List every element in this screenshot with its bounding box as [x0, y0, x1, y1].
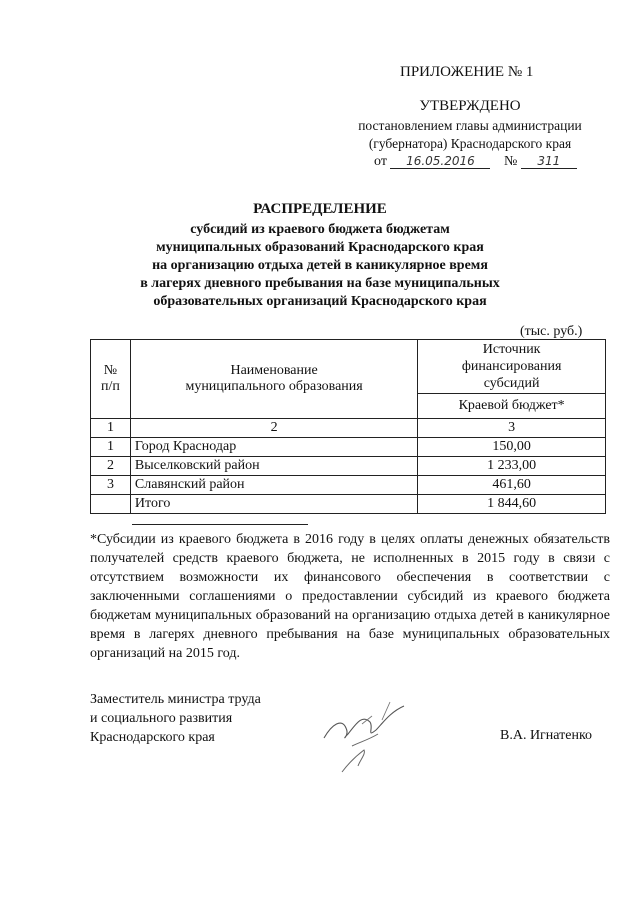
table-row — [91, 476, 606, 495]
row-amount: 1 233,00 — [418, 457, 606, 476]
index-col-1: 1 — [91, 419, 131, 438]
title-line-4: в лагерях дневного пребывания на базе муниципальных — [140, 276, 500, 291]
handwritten-signature — [312, 694, 416, 780]
signatory-line-2: и социального развития — [90, 711, 233, 726]
header-regional-budget: Краевой бюджет* — [418, 394, 606, 419]
table-total-row — [91, 495, 606, 514]
row-number: 2 — [91, 457, 131, 476]
row-municipality: Выселковский район — [130, 457, 417, 476]
title-line-3: на организацию отдыха детей в каникулярное время — [152, 258, 488, 273]
document-title: РАСПРЕДЕЛЕНИЕ — [253, 201, 387, 217]
resolution-date-line — [374, 154, 614, 170]
subsidy-table — [90, 339, 606, 514]
row-municipality: Город Краснодар — [130, 438, 417, 457]
row-amount: 461,60 — [418, 476, 606, 495]
header-number: № п/п — [91, 340, 131, 419]
total-label: Итого — [130, 495, 417, 514]
signatory-line-1: Заместитель министра труда — [90, 692, 261, 707]
row-municipality: Славянский район — [130, 476, 417, 495]
table-row — [91, 457, 606, 476]
unit-label: (тыс. руб.) — [520, 324, 583, 339]
total-amount: 1 844,60 — [418, 495, 606, 514]
header-source: Источник финансирования субсидий — [418, 340, 606, 394]
row-number: 3 — [91, 476, 131, 495]
row-amount: 150,00 — [418, 438, 606, 457]
index-col-2: 2 — [130, 419, 417, 438]
number-prefix: № — [503, 154, 518, 169]
signatory-name: В.А. Игнатенко — [500, 728, 593, 743]
resolution-line-1: постановлением главы администрации — [358, 118, 582, 133]
footnote-text: *Субсидии из краевого бюджета в 2016 году в целях оплаты денежных обязательств получателей средств краевого бюджета, не исполненных в 2015 году в связи с отсутствием возможности их финансового обеспечения в соответствии с заключенными соглашениями о предоставлении субсидий из краевого бюджета бюджетам муниципальных образований на организацию отдыха детей в каникулярное время в лагерях дневного пребывания на базе муниципальных образовательных организаций на 2015 год. — [90, 532, 610, 661]
signatory-title — [90, 690, 330, 747]
title-line-5: образовательных организаций Краснодарского края — [153, 294, 487, 309]
number-handwritten: 311 — [521, 154, 577, 169]
header-municipality: Наименование муниципального образования — [130, 340, 417, 419]
footnote-divider — [132, 524, 308, 525]
table-row — [91, 438, 606, 457]
appendix-label: ПРИЛОЖЕНИЕ № 1 — [400, 64, 534, 80]
index-col-3: 3 — [418, 419, 606, 438]
signatory-line-3: Краснодарского края — [90, 730, 215, 745]
total-number-empty — [91, 495, 131, 514]
date-prefix: от — [374, 154, 387, 169]
date-handwritten: 16.05.2016 — [390, 154, 490, 169]
row-number: 1 — [91, 438, 131, 457]
approved-label: УТВЕРЖДЕНО — [419, 98, 521, 114]
title-line-1: субсидий из краевого бюджета бюджетам — [190, 222, 450, 237]
table-index-row — [91, 419, 606, 438]
table-header-row — [91, 340, 606, 394]
resolution-line-2: (губернатора) Краснодарского края — [368, 136, 572, 151]
title-line-2: муниципальных образований Краснодарского края — [156, 240, 484, 255]
